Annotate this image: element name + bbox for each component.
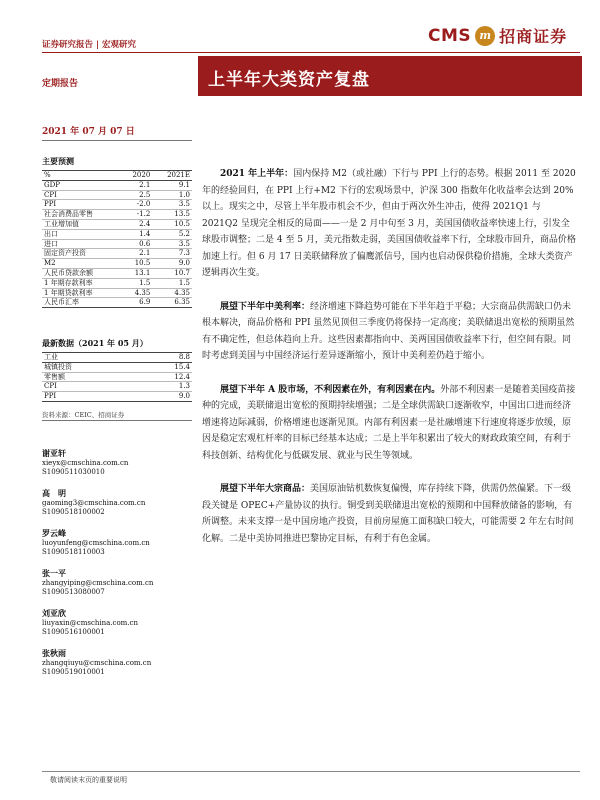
table-cell: GDP xyxy=(42,180,120,190)
logo-company-name: 招商证券 xyxy=(499,27,568,46)
table-row xyxy=(42,372,192,382)
table-row xyxy=(42,259,192,269)
analyst-name: 高 明 xyxy=(42,488,66,498)
analyst-email[interactable]: zhangyiping@cmschina.com.cn xyxy=(42,579,154,587)
table-row xyxy=(42,249,192,259)
analyst-id: S1090519010001 xyxy=(42,668,105,676)
body-paragraph xyxy=(202,481,578,547)
table-cell: 12.4 xyxy=(135,372,192,382)
table-row xyxy=(42,190,192,200)
table-cell: 城镇投资 xyxy=(42,362,135,372)
analyst-card xyxy=(42,567,192,607)
table-row xyxy=(42,268,192,278)
footer-note: 敬请阅读末页的重要说明 xyxy=(50,776,127,784)
table-cell: M2 xyxy=(42,259,120,269)
paragraph-text: 国内保持 M2（或社融）下行与 PPI 上行的态势。根据 2011 至 2020 年的经验回归，在 PPI 上行+M2 下行的宏观场景中，沪深 300 指数年化收益率会达到 20%以上。现实之中，尽管上半年股市机会不少，但由于两次外生冲击，使得 2021Q1 与 2021Q2 呈现完全相反的局面——一是 2 月中旬至 3 月，美国国债收益率快速上行，引发全球股市调整；二是 4 至 5 月，美元指数走弱，美国国债收益率下行，全球股市回升，商品价格加速上行。但 6 月 17 日美联储释放了偏鹰派信号，国内也启动保供稳价措施，全球大类资产逻辑再次生变。 xyxy=(202,169,576,278)
table-cell: 10.7 xyxy=(152,268,192,278)
table-cell: 1.0 xyxy=(152,190,192,200)
analyst-card xyxy=(42,527,192,567)
analyst-id: S1090516100001 xyxy=(42,628,105,636)
table-cell: 5.2 xyxy=(152,229,192,239)
table-cell: 9.0 xyxy=(152,259,192,269)
table-row xyxy=(42,278,192,288)
analyst-name: 张秋雨 xyxy=(42,648,66,658)
analyst-id: S1090511030010 xyxy=(42,468,105,476)
table-row xyxy=(42,200,192,210)
analyst-email[interactable]: xieyx@cmschina.com.cn xyxy=(42,459,129,467)
analyst-name: 刘亚欣 xyxy=(42,608,66,618)
table-row xyxy=(42,392,192,402)
table-cell: 工业增加值 xyxy=(42,219,120,229)
table-cell: 2.5 xyxy=(120,190,152,200)
table-cell: 9.1 xyxy=(152,180,192,190)
table-cell: 人民币贷款余额 xyxy=(42,268,120,278)
table-cell: 4.35 xyxy=(152,288,192,298)
table-cell: CPI xyxy=(42,382,135,392)
table-cell: 10.5 xyxy=(120,259,152,269)
table-row xyxy=(42,382,192,392)
table-cell: 出口 xyxy=(42,229,120,239)
table-row xyxy=(42,362,192,372)
paragraph-lead: 展望下半年中美利率： xyxy=(220,301,311,312)
table-row xyxy=(42,239,192,249)
table-row xyxy=(42,298,192,308)
analyst-list xyxy=(42,447,192,687)
logo-cms-text: CMS xyxy=(428,25,472,46)
paragraph-text: 外部不利因素一是随着美国疫苗接种的完成，美联储退出宽松的预期持续增强；二是全球供需缺口逐渐收窄，中国出口进而经济增速将边际减弱，价格增速也逐渐见顶。内部有利因素一是社融增速下行速度将逐步放缓，原因是稳定宏观杠杆率的目标已经基本达成；二是上半年积累出了较大的财政政策空间，有利于科技创新、结构优化与低碳发展、就业与民生等领域。 xyxy=(202,384,576,461)
analyst-name: 谢亚轩 xyxy=(42,448,66,458)
table-cell: 1.5 xyxy=(152,278,192,288)
report-date: 2021 年 07 月 07 日 xyxy=(42,127,135,137)
table-cell: 工业 xyxy=(42,353,135,363)
table-cell: 2.4 xyxy=(120,219,152,229)
table-cell: 8.8 xyxy=(135,353,192,363)
analyst-card xyxy=(42,487,192,527)
table-cell: 社会消费品零售 xyxy=(42,210,120,220)
table-cell: 2021E xyxy=(152,171,192,181)
paragraph-text: 美国原油钻机数恢复偏慢，库存持续下降，供需仍然偏紧。下一级段关键是 OPEC+产量协议的执行。铜受到美联储退出宽松的预期和中国释放储备的影响，有所调整。未来支撑一是中国房地产投资，目前房屋施工面积缺口较大，可能需要 2 年左右时间化解。二是中美协同推进巴黎协定目标，有利于有色金属。 xyxy=(202,484,574,544)
table-cell: 9.0 xyxy=(135,392,192,402)
table-row xyxy=(42,219,192,229)
analyst-email[interactable]: liuyaxin@cmschina.com.cn xyxy=(42,619,138,627)
brand-logo xyxy=(428,24,567,47)
table-row xyxy=(42,353,192,363)
body-paragraph xyxy=(202,299,578,365)
table-cell: -1.2 xyxy=(120,210,152,220)
table-cell: 人民币汇率 xyxy=(42,298,120,308)
table-cell: 15.4 xyxy=(135,362,192,372)
table-cell: 2020 xyxy=(120,171,152,181)
analyst-card xyxy=(42,607,192,647)
analyst-name: 张一平 xyxy=(42,568,66,578)
table-cell: PPI xyxy=(42,200,120,210)
table-row xyxy=(42,180,192,190)
table-cell: 1.4 xyxy=(120,229,152,239)
table-cell: 1.3 xyxy=(135,382,192,392)
table-cell: 零售额 xyxy=(42,372,135,382)
analyst-email[interactable]: luoyunfeng@cmschina.com.cn xyxy=(42,539,150,547)
table-cell: 3.5 xyxy=(152,200,192,210)
table-cell: 2.1 xyxy=(120,180,152,190)
table-cell: 1 年期贷款利率 xyxy=(42,288,120,298)
analyst-card xyxy=(42,447,192,487)
logo-emblem-icon: m xyxy=(475,26,495,46)
analyst-name: 罗云峰 xyxy=(42,528,66,538)
table-cell: 2.1 xyxy=(120,249,152,259)
table-cell: PPI xyxy=(42,392,135,402)
sidebar-divider xyxy=(42,140,192,141)
table-cell: 0.6 xyxy=(120,239,152,249)
body-paragraph xyxy=(202,166,578,282)
paragraph-text: 经济增速下降趋势可能在下半年趋于平稳；大宗商品供需缺口仍未根本解决，商品价格和 PPI 虽然见顶但三季度仍将保持一定高度；美联储退出宽松的预期虽然有不确定性，但总体趋向上升。这些因素都指向中、美两国国债收益率下行，但空间有限。同时考虑到美国与中国经济运行差异逐渐缩小，预计中美利差仍趋于缩小。 xyxy=(202,301,575,361)
table-header-row xyxy=(42,171,192,181)
table-cell: 进口 xyxy=(42,239,120,249)
table-cell: 13.1 xyxy=(120,268,152,278)
report-title: 上半年大类资产复盘 xyxy=(208,70,370,90)
table-cell: % xyxy=(42,171,120,181)
analyst-id: S1090518110003 xyxy=(42,548,105,556)
latest-data-table xyxy=(42,352,192,402)
analyst-email[interactable]: gaoming3@cmschina.com.cn xyxy=(42,499,146,507)
table-cell: 6.9 xyxy=(120,298,152,308)
title-banner xyxy=(198,56,582,96)
analyst-email[interactable]: zhangqiuyu@cmschina.com.cn xyxy=(42,659,152,667)
table-cell: 3.5 xyxy=(152,239,192,249)
footer-divider xyxy=(42,771,580,772)
paragraph-lead: 展望下半年 A 股市场，不利因素在外，有利因素在内。 xyxy=(220,384,441,395)
header-divider xyxy=(42,52,580,53)
table-row xyxy=(42,288,192,298)
table-cell: -2.0 xyxy=(120,200,152,210)
analyst-id: S1090513080007 xyxy=(42,588,105,596)
analyst-id: S1090518100002 xyxy=(42,508,105,516)
report-type-tag: 定期报告 xyxy=(42,79,79,89)
sidebar-divider-2 xyxy=(42,420,192,421)
paragraph-lead: 展望下半年大宗商品： xyxy=(220,484,311,494)
data-source: 资料来源：CEIC、招商证券 xyxy=(42,411,125,419)
table-cell: CPI xyxy=(42,190,120,200)
forecast-title: 主要预测 xyxy=(42,156,74,166)
report-category: 证券研究报告 | 宏观研究 xyxy=(42,40,137,50)
table-cell: 10.5 xyxy=(152,219,192,229)
table-cell: 1 年期存款利率 xyxy=(42,278,120,288)
report-body xyxy=(202,166,578,547)
table-cell: 4.35 xyxy=(120,288,152,298)
latest-data-title: 最新数据（2021 年 05 月） xyxy=(42,338,148,348)
body-paragraph xyxy=(202,382,578,465)
paragraph-lead: 2021 年上半年： xyxy=(220,169,294,179)
table-cell: 7.3 xyxy=(152,249,192,259)
table-cell: 固定资产投资 xyxy=(42,249,120,259)
table-cell: 1.5 xyxy=(120,278,152,288)
forecast-table xyxy=(42,170,192,308)
table-cell: 6.35 xyxy=(152,298,192,308)
table-cell: 13.5 xyxy=(152,210,192,220)
table-row xyxy=(42,210,192,220)
analyst-card xyxy=(42,647,192,687)
table-row xyxy=(42,229,192,239)
